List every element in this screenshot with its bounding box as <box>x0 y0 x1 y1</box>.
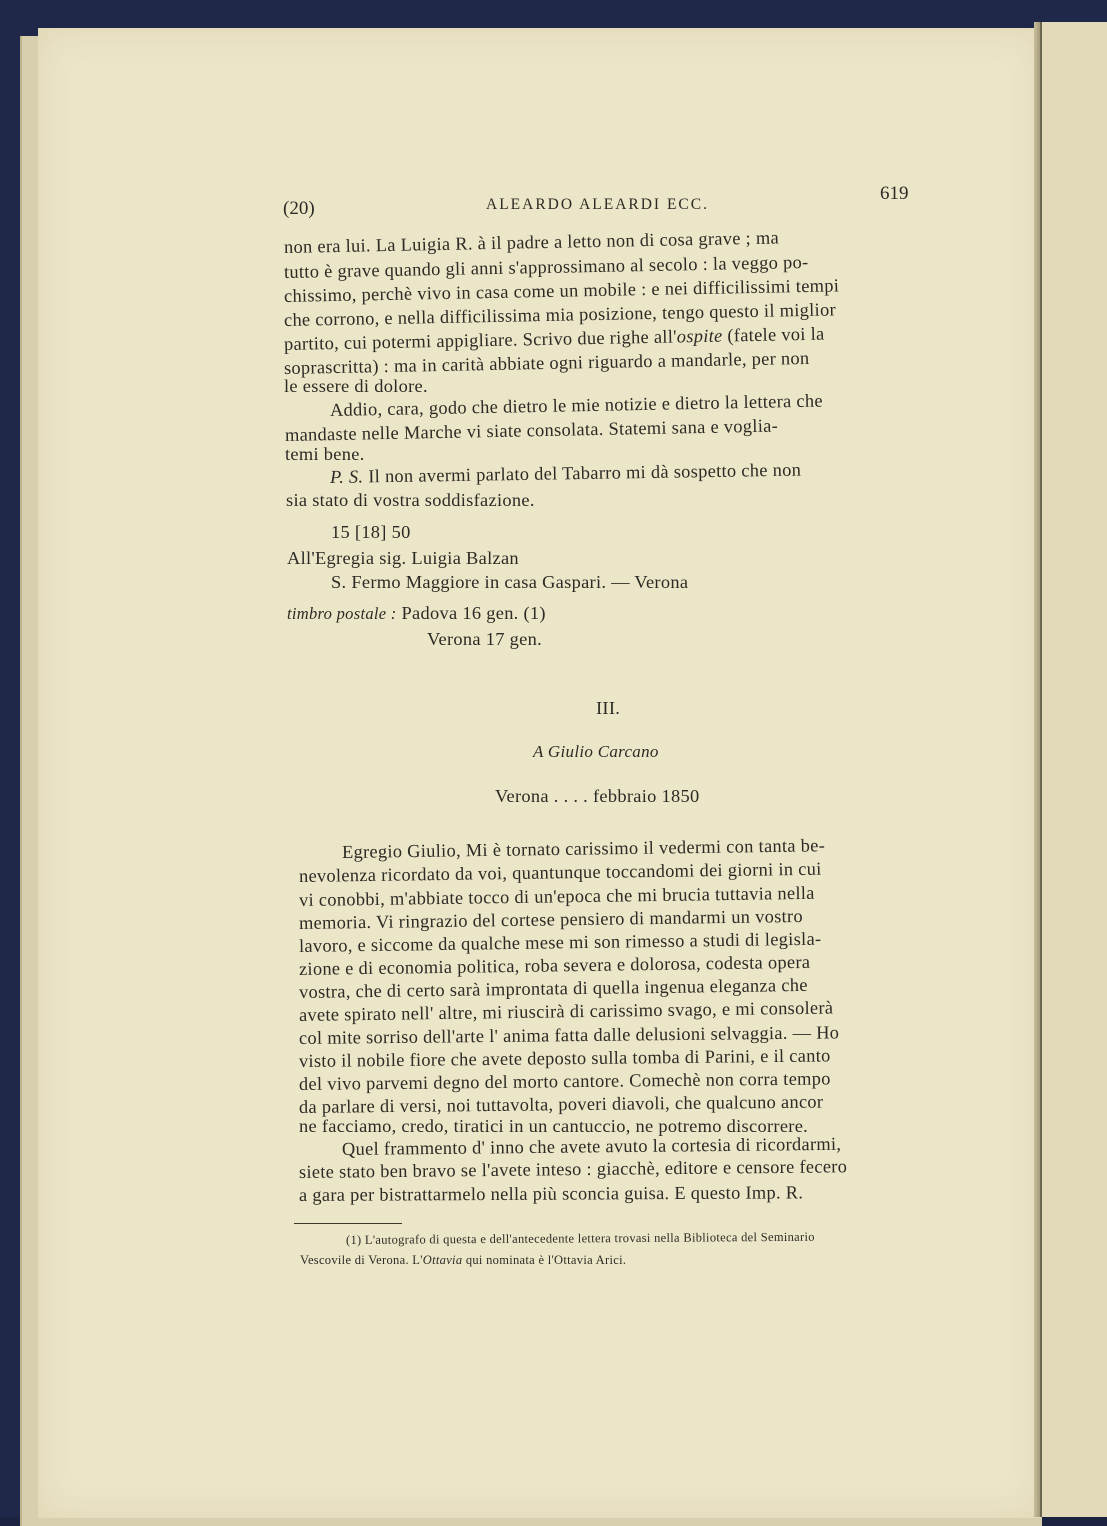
text-line: vi conobbi, m'abbiate tocco di un'epoca che mi brucia tuttavia nella <box>298 882 815 910</box>
text-line: a gara per bistrattarmelo nella più sconcia guisa. E questo Imp. R. <box>298 1182 804 1205</box>
text-line: temi bene. <box>285 444 365 464</box>
ps-label: P. S. <box>329 466 364 487</box>
text-line: da parlare di versi, noi tuttavolta, poveri diavoli, che qualcuno ancor <box>298 1091 824 1117</box>
address-line: All'Egregia sig. Luigia Balzan <box>287 548 519 568</box>
text-line: tutto è grave quando gli anni s'approssimano al secolo : la veggo po- <box>283 251 809 282</box>
text-line: mandaste nelle Marche vi siate consolata. Statemi sana e voglia- <box>284 415 779 445</box>
text-span: (fatele voi la <box>722 323 825 346</box>
text-span: Vescovile di Verona. L' <box>300 1253 423 1267</box>
text-line: ne facciamo, credo, tiratici in un cantuccio, ne potremo discorrere. <box>299 1116 809 1136</box>
section-title: A Giulio Carcano <box>533 742 659 761</box>
section-number: III. <box>596 698 621 718</box>
footnote-line <box>300 1253 626 1268</box>
text-line: col mite sorriso dell'arte l' anima fatta dalle delusioni selvaggia. — Ho <box>298 1022 840 1048</box>
text-line: sia stato di vostra soddisfazione. <box>286 490 535 510</box>
text-span: partito, cui potermi appigliare. Scrivo due righe all' <box>283 326 677 354</box>
text-line: vostra, che di certo sarà improntata di quella ingenua eleganza che <box>298 974 808 1002</box>
address-line: S. Fermo Maggiore in casa Gaspari. — Verona <box>331 572 689 592</box>
text-line: del vivo parvemi degno del morto cantore. Comechè non corra tempo <box>298 1068 831 1094</box>
header-page-number-left: (20) <box>283 198 315 219</box>
italic-word: ospite <box>676 325 723 347</box>
text-line: memoria. Vi ringrazio del cortese pensiero di mandarmi un vostro <box>298 905 804 933</box>
text-span: Padova 16 gen. (1) <box>396 603 546 623</box>
footnote-rule <box>294 1223 402 1224</box>
text-line: che corrono, e nella difficilissima mia posizione, tengo questo il miglior <box>283 299 837 330</box>
text-line: Addio, cara, godo che dietro le mie notizie e dietro la lettera che <box>329 390 824 420</box>
postmark-label: timbro postale : <box>287 604 397 623</box>
text-line: lavoro, e siccome da qualche mese mi son rimesso a studi di legisla- <box>298 928 822 956</box>
letter-date: 15 [18] 50 <box>331 522 411 542</box>
text-span: qui nominata è l'Ottavia Arici. <box>462 1253 627 1267</box>
footnote-line: (1) L'autografo di questa e dell'antecedente lettera trovasi nella Biblioteca del Seminario <box>345 1229 815 1247</box>
text-line: siete stato ben bravo se l'avete inteso : giacchè, editore e censore fecero <box>298 1156 848 1182</box>
text-line: Egregio Giulio, Mi è tornato carissimo il vedermi con tanta be- <box>341 835 826 862</box>
text-line: soprascritta) : ma in carità abbiate ogni riguardo a mandarle, per non <box>283 347 810 378</box>
text-line: chissimo, perchè vivo in casa come un mobile : e nei difficilissimi tempi <box>283 275 840 306</box>
text-line: Quel frammento d' inno che avete avuto la cortesia di ricordarmi, <box>341 1133 842 1159</box>
running-header: ALEARDO ALEARDI ECC. <box>486 196 709 213</box>
text-line: visto il nobile fiore che avete deposto sulla tomba di Parini, e il canto <box>298 1045 831 1071</box>
text-line: nevolenza ricordato da voi, quantunque toccandomi dei giorni in cui <box>298 858 822 886</box>
text-line: zione e di economia politica, roba severa e dolorosa, codesta opera <box>298 951 811 979</box>
text-line: le essere di dolore. <box>284 376 428 396</box>
postmark-line <box>287 603 546 624</box>
letter-dateline: Verona . . . . febbraio 1850 <box>495 786 700 806</box>
postmark-line: Verona 17 gen. <box>427 629 543 649</box>
page-number: 619 <box>880 183 909 204</box>
facing-page-edge <box>1040 22 1107 1517</box>
text-line: non era lui. La Luigia R. à il padre a letto non di cosa grave ; ma <box>283 227 780 257</box>
text-line: avete spirato nell' altre, mi riuscirà di carissimo svago, e mi consolerà <box>298 997 834 1025</box>
text-span: Il non avermi parlato del Tabarro mi dà sospetto che non <box>363 459 802 487</box>
italic-word: Ottavia <box>422 1253 463 1267</box>
